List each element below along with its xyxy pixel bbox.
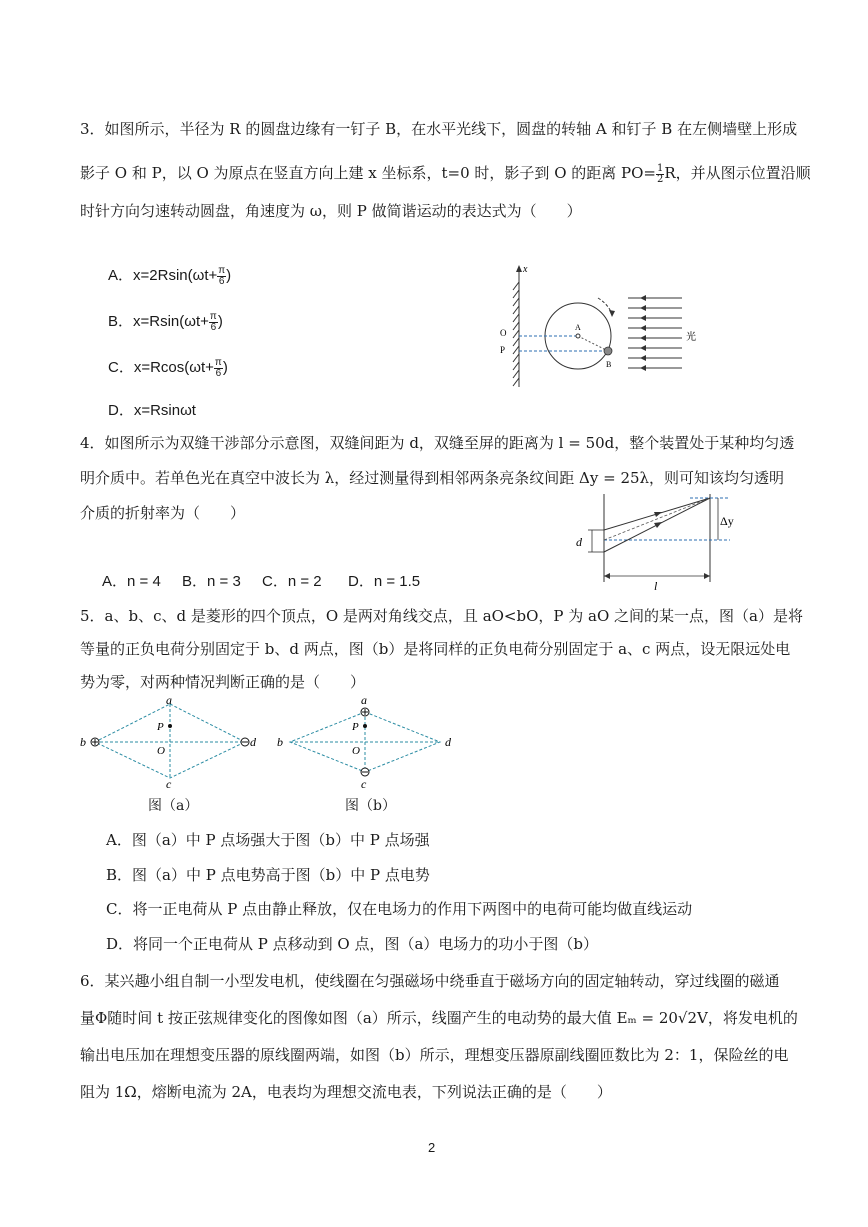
q3-line-2a: 影子 O 和 P，以 O 为原点在竖直方向上建 x 坐标系，t=0 时，影子到 O 的距离 PO=: [80, 164, 656, 182]
q5-option-c: C．将一正电荷从 P 点由静止释放，仅在电场力的作用下两图中的电荷可能均做直线运动: [106, 900, 693, 918]
q3-option-b-text: B．x=Rsin(ωt+: [108, 313, 209, 330]
q3-option-a-frac-num: π: [218, 264, 226, 276]
q3-option-a-close: ): [226, 267, 232, 284]
q3-light-arrowheads: [640, 295, 646, 371]
q4-l-label: l: [654, 579, 658, 592]
q3-frac-den: 2: [657, 173, 664, 185]
q6-line-3: 输出电压加在理想变压器的原线圈两端，如图（b）所示，理想变压器原副线圈匝数比为 2：1，保险丝的电: [80, 1046, 789, 1064]
q3-wall-hatch: [513, 282, 519, 386]
q4-l-arrow-right: [704, 573, 710, 579]
q6-line-2: 量Φ随时间 t 按正弦规律变化的图像如图（a）所示，线圈产生的电动势的最大值 Eₘ = 20√2V，将发电机的: [80, 1009, 798, 1027]
q5-line-3: 势为零，对两种情况判断正确的是（ ）: [80, 673, 366, 691]
q3-option-a: [108, 264, 231, 287]
q3-light-label: 光: [686, 332, 696, 343]
q5-figure-b: [275, 694, 460, 788]
q5b-label-d: d: [445, 735, 451, 749]
q3-line-1: 3．如图所示，半径为 R 的圆盘边缘有一钉子 B，在水平光线下，圆盘的转轴 A 和钉子 B 在左侧墙壁上形成: [80, 120, 798, 138]
q5a-label-b: b: [80, 735, 86, 749]
q3-nail-b: [604, 347, 612, 355]
q3-x-label: x: [523, 264, 528, 275]
q4-figure: [570, 490, 745, 592]
q4-line-2: 明介质中。若单色光在真空中波长为 λ，经过测量得到相邻两条亮条纹间距 Δy = 25λ，则可知该均匀透明: [80, 469, 785, 487]
q4-ray-arrow-lower: [654, 522, 662, 528]
q3-label-a: A: [575, 323, 581, 332]
q5-caption-b: 图（b）: [345, 798, 396, 814]
q5-option-b: B．图（a）中 P 点电势高于图（b）中 P 点电势: [106, 866, 430, 884]
q5-line-1: 5．a、b、c、d 是菱形的四个顶点，O 是两对角线交点，且 aO<bO，P 为 aO 之间的某一点，图（a）是将: [80, 607, 803, 625]
q3-option-c: [108, 356, 228, 379]
q4-option-d: D．n = 1.5: [348, 573, 421, 590]
q3-option-c-frac: [214, 358, 223, 379]
q4-option-c: C．n = 2: [262, 573, 322, 590]
q5a-label-a: a: [166, 696, 172, 707]
q3-option-c-close: ): [222, 359, 228, 376]
q3-option-c-text: C．x=Rcos(ωt+: [108, 359, 214, 376]
q3-x-axis-arrow: [516, 265, 522, 272]
q3-option-c-frac-num: π: [214, 356, 222, 368]
q3-label-p: P: [500, 345, 506, 355]
q5b-point-p: [363, 724, 367, 728]
q4-dy-label: Δy: [720, 514, 734, 528]
q4-option-a: A．n = 4: [102, 573, 161, 590]
q5-option-d: D．将同一个正电荷从 P 点移动到 O 点，图（a）电场力的功小于图（b）: [106, 935, 599, 953]
q5-figure-a: [78, 696, 263, 788]
q5-option-a: A．图（a）中 P 点场强大于图（b）中 P 点场强: [106, 831, 430, 849]
q3-line-3: 时针方向匀速转动圆盘，角速度为 ω，则 P 做简谐运动的表达式为（ ）: [80, 202, 582, 220]
q3-label-b: B: [606, 360, 612, 369]
q4-ray-arrow-upper: [654, 512, 662, 517]
q3-option-a-frac-den: 6: [218, 275, 225, 287]
q5b-label-c: c: [361, 777, 367, 788]
q5a-label-o: O: [157, 745, 165, 757]
q3-light-rays: [628, 298, 682, 368]
q3-option-b-frac-den: 6: [210, 321, 217, 333]
q5b-label-p: P: [352, 721, 359, 733]
q3-label-o: O: [500, 328, 507, 338]
q6-line-1: 6．某兴趣小组自制一小型发电机，使线圈在匀强磁场中绕垂直于磁场方向的固定轴转动，穿过线圈的磁通: [80, 972, 780, 990]
q3-line-2b: R，并从图示位置沿顺: [664, 164, 811, 182]
q5-line-2: 等量的正负电荷分别固定于 b、d 两点，图（b）是将同样的正负电荷分别固定于 a、c 两点，设无限远处电: [80, 640, 791, 658]
q3-option-c-frac-den: 6: [215, 367, 222, 379]
q6-line-4: 阻为 1Ω，熔断电流为 2A，电表均为理想交流电表，下列说法正确的是（ ）: [80, 1083, 612, 1101]
q4-line-3: 介质的折射率为（ ）: [80, 504, 246, 522]
q5b-label-b: b: [277, 735, 283, 749]
q3-option-b-frac-num: π: [209, 310, 217, 322]
q3-radius: [578, 336, 608, 351]
q4-l-arrow-left: [604, 573, 610, 579]
q3-option-b: [108, 310, 223, 333]
q5a-point-p: [168, 724, 172, 728]
q4-line-1: 4．如图所示为双缝干涉部分示意图，双缝间距为 d，双缝至屏的距离为 l = 50d，整个装置处于某种均匀透: [80, 434, 795, 452]
q3-line-2: [80, 162, 811, 185]
q3-rotation-arrowhead: [609, 310, 615, 317]
q4-ray-middle: [604, 498, 710, 540]
q3-figure: [490, 262, 720, 392]
q5b-label-a: a: [361, 694, 367, 707]
q3-frac-num: 1: [657, 162, 664, 174]
q3-option-a-text: A．x=2Rsin(ωt+: [108, 267, 218, 284]
q5a-label-p: P: [157, 721, 164, 733]
q5a-label-d: d: [250, 735, 256, 749]
q5-caption-a: 图（a）: [148, 798, 199, 814]
q3-option-b-frac: [209, 312, 218, 333]
q3-option-a-frac: [217, 266, 226, 287]
q5a-label-c: c: [166, 777, 172, 788]
q5b-label-o: O: [352, 745, 360, 757]
q3-axle-a: [576, 334, 580, 338]
q4-d-label: d: [576, 535, 582, 549]
q3-option-d: D．x=Rsinωt: [108, 402, 196, 419]
page-number: 2: [428, 1140, 436, 1155]
q4-option-b: B．n = 3: [182, 573, 241, 590]
q3-option-b-close: ): [217, 313, 223, 330]
